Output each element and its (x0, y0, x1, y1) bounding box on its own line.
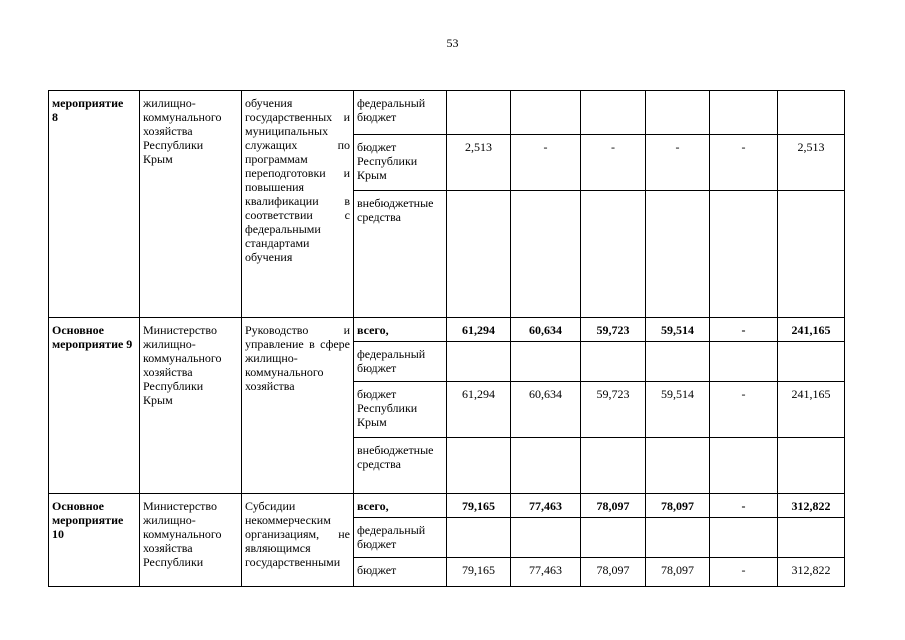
year-value (447, 91, 511, 135)
year-value: 59,723 (581, 318, 646, 342)
year-value (646, 438, 710, 494)
funding-source: всего, (354, 494, 447, 518)
event-title: Основное мероприятие 9 (52, 323, 133, 351)
year-value: - (511, 135, 581, 191)
year-value: 78,097 (646, 558, 710, 587)
total-value: 312,822 (778, 558, 845, 587)
year-value (447, 518, 511, 558)
year-value: 59,514 (646, 382, 710, 438)
year-value: 60,634 (511, 382, 581, 438)
year-value (447, 191, 511, 318)
year-value (581, 342, 646, 382)
event-title-cell (49, 318, 140, 494)
year-value (646, 91, 710, 135)
year-value: - (581, 135, 646, 191)
year-value (710, 342, 778, 382)
funding-source: бюджет Республики Крым (354, 382, 447, 438)
year-value (511, 91, 581, 135)
funding-source: федеральный бюджет (354, 342, 447, 382)
year-value (581, 438, 646, 494)
funding-source: внебюджетные средства (354, 438, 447, 494)
funding-source: федеральный бюджет (354, 518, 447, 558)
description-cell (242, 494, 354, 587)
funding-source: бюджет (354, 558, 447, 587)
funding-source: бюджет Республики Крым (354, 135, 447, 191)
year-value (447, 438, 511, 494)
total-value (778, 91, 845, 135)
year-value (646, 342, 710, 382)
funding-source: внебюджетные средства (354, 191, 447, 318)
year-value (710, 438, 778, 494)
year-value: 78,097 (581, 494, 646, 518)
year-value: 79,165 (447, 558, 511, 587)
year-value (581, 191, 646, 318)
year-value: 2,513 (447, 135, 511, 191)
description-text: Субсидии некоммерческим организациям, не являющимся государственными (245, 499, 350, 569)
year-value: 60,634 (511, 318, 581, 342)
year-value (447, 342, 511, 382)
executor-cell (140, 318, 242, 494)
table-row (49, 494, 845, 518)
year-value: - (710, 382, 778, 438)
year-value (710, 91, 778, 135)
year-value: - (710, 318, 778, 342)
year-value: 79,165 (447, 494, 511, 518)
year-value (710, 518, 778, 558)
event-title: Основное мероприятие 10 (52, 499, 124, 541)
table-body (49, 91, 845, 587)
total-value (778, 342, 845, 382)
event-title-cell (49, 91, 140, 318)
table-row (49, 318, 845, 342)
year-value (511, 342, 581, 382)
executor-cell (140, 494, 242, 587)
event-title: мероприятие 8 (52, 96, 124, 124)
total-value: 241,165 (778, 382, 845, 438)
year-value: 61,294 (447, 318, 511, 342)
description-text: обучения государственных и муниципальных служащих по программам переподготовки и повышения квалификации в соответствии с федеральными стандартами обучения (245, 96, 350, 264)
funding-source: федеральный бюджет (354, 91, 447, 135)
year-value: 59,514 (646, 318, 710, 342)
page-number: 53 (446, 36, 459, 50)
year-value (646, 518, 710, 558)
year-value (511, 191, 581, 318)
total-value (778, 438, 845, 494)
executor-text: жилищно- коммунального хозяйства Республики Крым (143, 96, 222, 166)
total-value: 2,513 (778, 135, 845, 191)
year-value: 77,463 (511, 558, 581, 587)
executor-cell (140, 91, 242, 318)
event-title-cell (49, 494, 140, 587)
year-value: - (710, 558, 778, 587)
budget-table (48, 90, 845, 587)
year-value (710, 191, 778, 318)
year-value: 61,294 (447, 382, 511, 438)
total-value: 312,822 (778, 494, 845, 518)
year-value (646, 191, 710, 318)
year-value: 59,723 (581, 382, 646, 438)
description-cell (242, 318, 354, 494)
table-row (49, 91, 845, 135)
funding-source: всего, (354, 318, 447, 342)
year-value: 78,097 (581, 558, 646, 587)
year-value (511, 518, 581, 558)
description-cell (242, 91, 354, 318)
year-value: 77,463 (511, 494, 581, 518)
year-value: - (710, 494, 778, 518)
year-value (581, 91, 646, 135)
year-value: - (710, 135, 778, 191)
year-value: 78,097 (646, 494, 710, 518)
total-value (778, 191, 845, 318)
total-value: 241,165 (778, 318, 845, 342)
description-text: Руководство и управление в сфере жилищно-коммунального хозяйства (245, 323, 350, 393)
executor-text: Министерство жилищно- коммунального хозяйства Республики (143, 499, 222, 569)
year-value: - (646, 135, 710, 191)
year-value (581, 518, 646, 558)
year-value (511, 438, 581, 494)
executor-text: Министерство жилищно- коммунального хозяйства Республики Крым (143, 323, 222, 407)
total-value (778, 518, 845, 558)
